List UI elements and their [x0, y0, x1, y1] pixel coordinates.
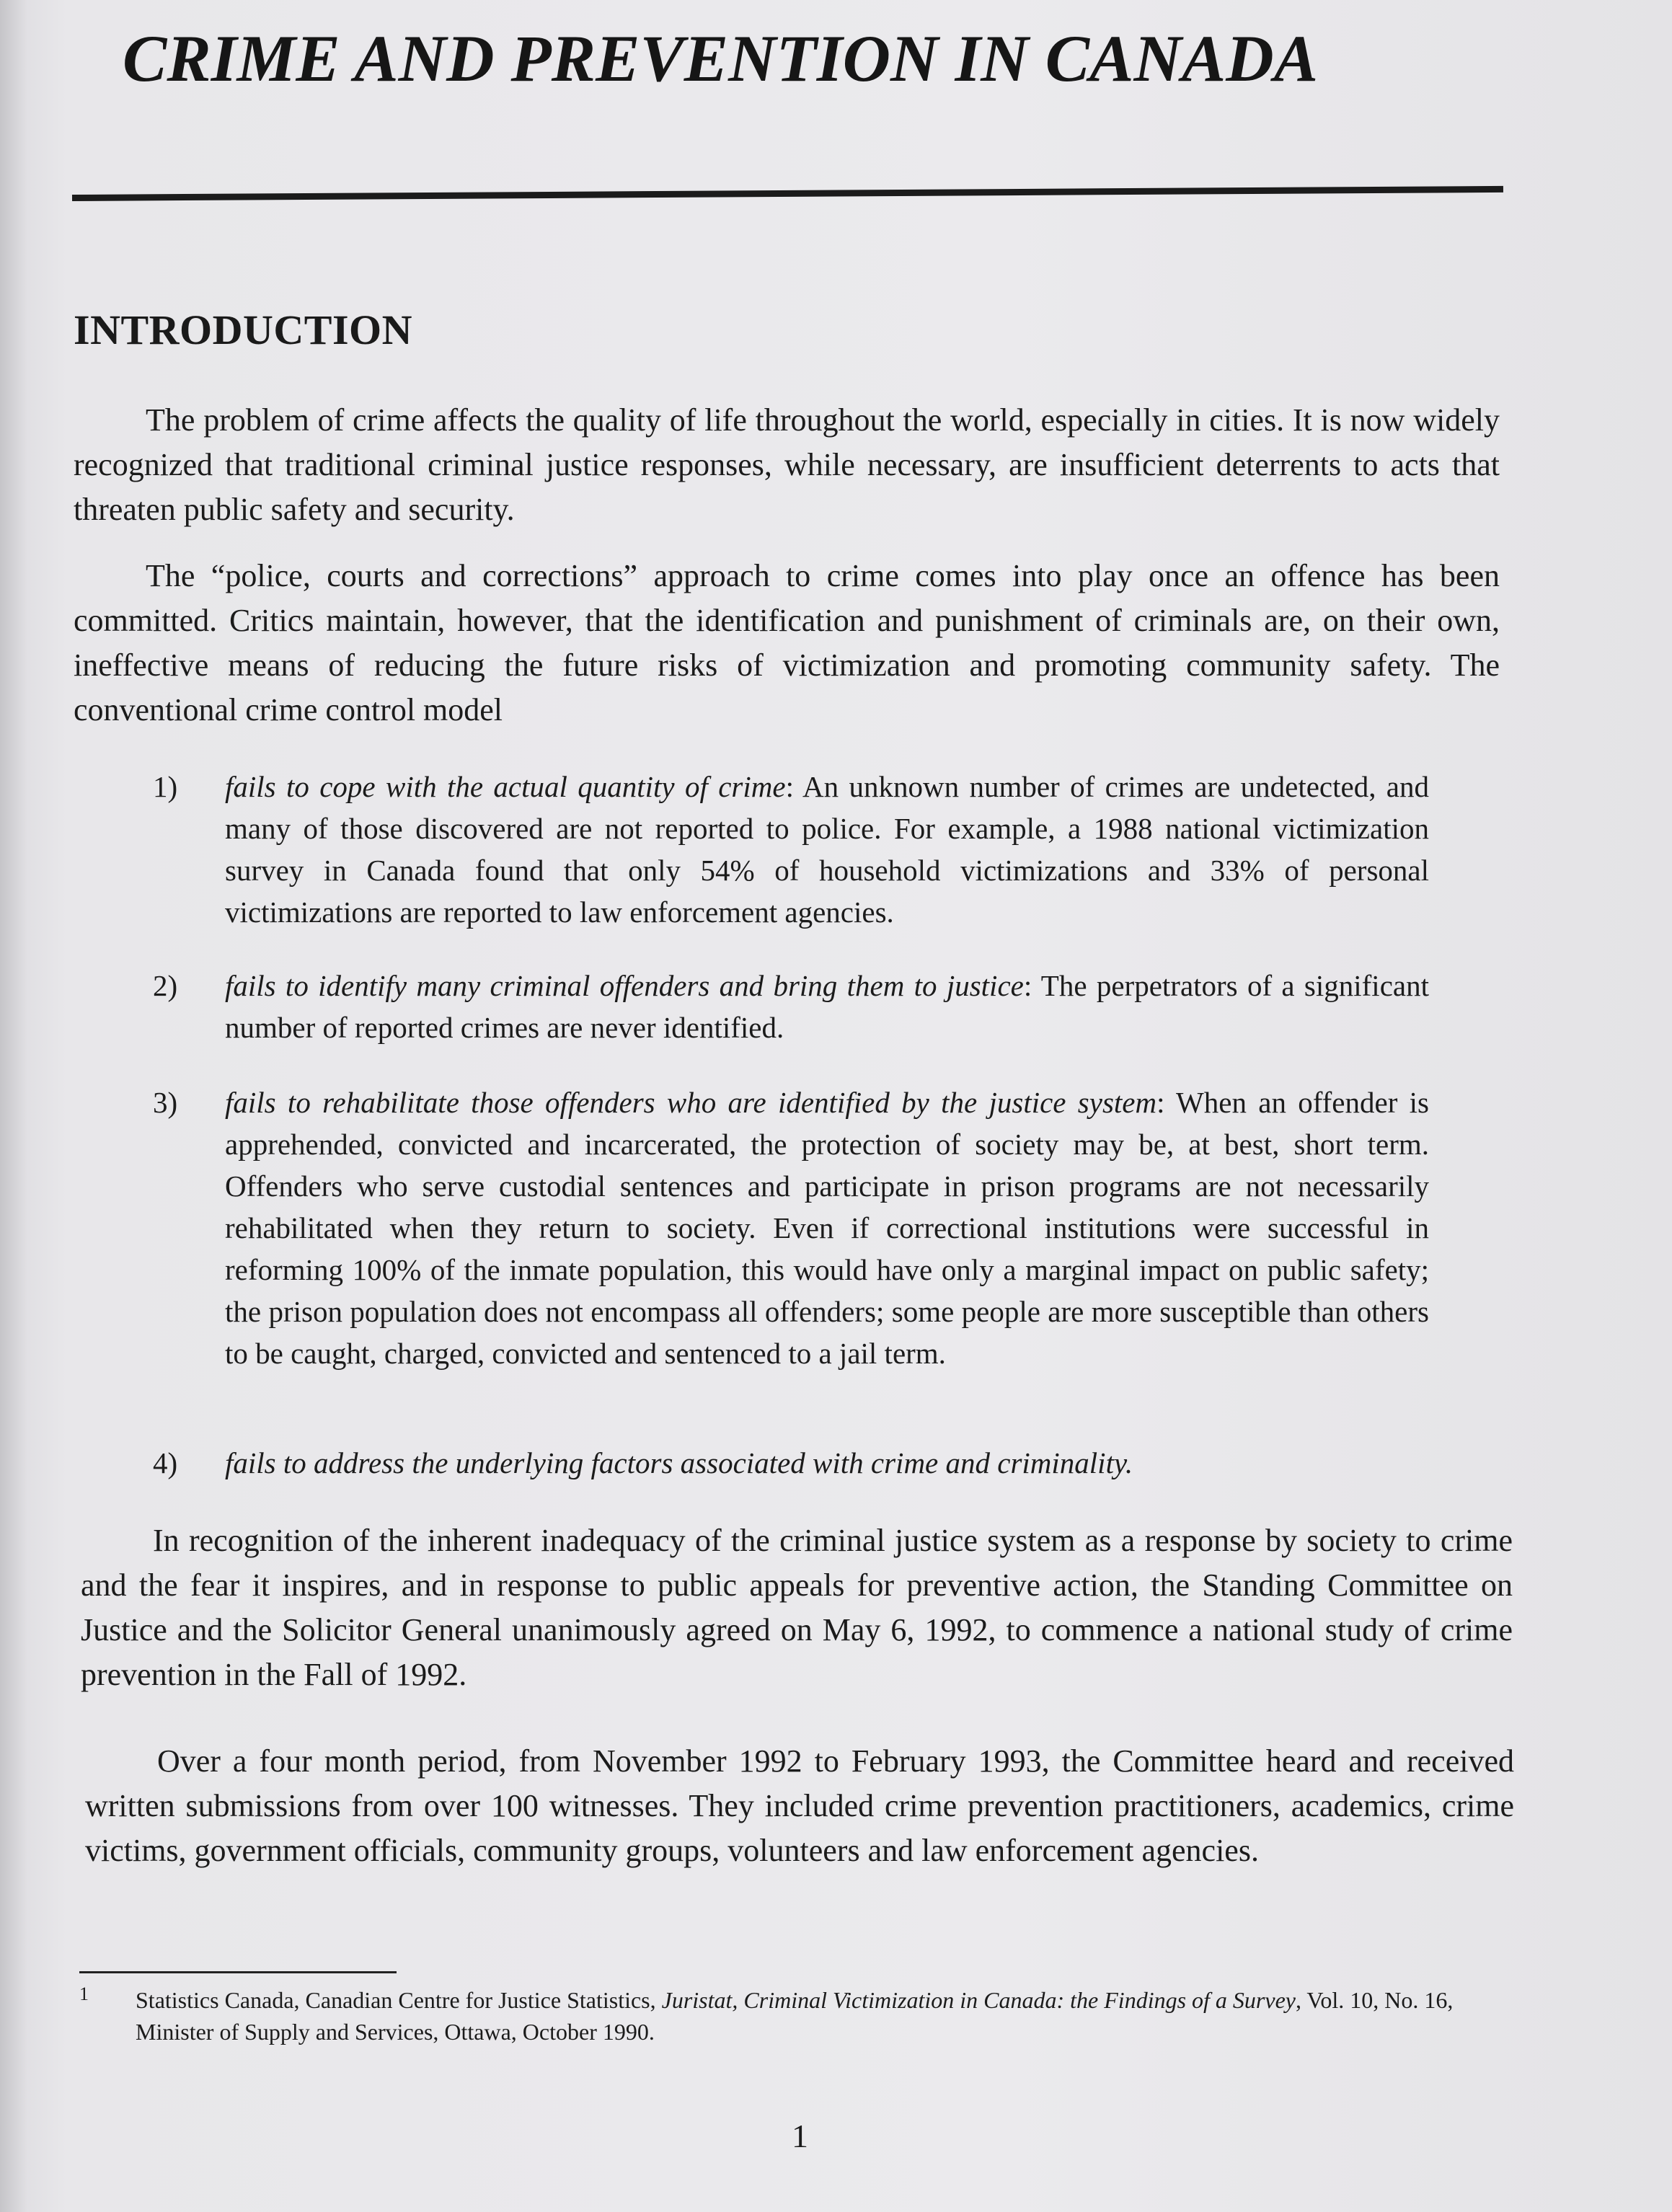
paragraph-3: In recognition of the inherent inadequacy of the criminal justice system as a response by society to crime and the fear it inspires, and in response to public appeals for preventive action, the Standing Committee on Justice and the Solicitor General unanimously agreed on May 6, 1992, to commence a national study of crime prevention in the Fall of 1992. — [81, 1523, 1513, 1692]
paragraph-2: The “police, courts and corrections” approach to crime comes into play once an offence has been committed. Critics maintain, however, that the identification and punishment of criminals are, on their own, ineffective means of reducing the future risks of victimization and promoting community safety. The conventional crime control model — [74, 558, 1500, 727]
list-item-lead: fails to address the underlying factors associated with crime and criminality. — [225, 1446, 1133, 1479]
list-item — [153, 1442, 1429, 1484]
page-edge-shadow — [0, 0, 27, 2212]
list-item-lead: fails to rehabilitate those offenders who are identified by the justice system — [225, 1086, 1157, 1119]
list-item-number: 1) — [153, 770, 178, 803]
footnote-text — [136, 1984, 1492, 2048]
footnote-text-before: Statistics Canada, Canadian Centre for Justice Statistics, — [136, 1987, 662, 2013]
list-item-lead: fails to identify many criminal offenders and bring them to justice — [225, 969, 1024, 1002]
list-item-text: : An unknown number of crimes are undetected, and many of those discovered are not reported to police. For example, a 1988 national victimization survey in Canada found that only 54% of household victimizations and 33% of personal victimizations are reported to law enforcement agencies. — [225, 770, 1429, 929]
title-underline-rule — [72, 186, 1503, 201]
footnote-source-title: Juristat, Criminal Victimization in Canada: the Findings of a Survey — [661, 1987, 1296, 2013]
section-heading: INTRODUCTION — [74, 306, 413, 353]
list-item-text: : The perpetrators of a significant number of reported crimes are never identified. — [225, 969, 1429, 1044]
list-item — [153, 1081, 1429, 1374]
document-title: CRIME AND PREVENTION IN CANADA — [123, 22, 1319, 95]
list-item — [153, 965, 1429, 1048]
list-item-lead: fails to cope with the actual quantity of crime — [225, 770, 786, 803]
paragraph-4: Over a four month period, from November 1992 to February 1993, the Committee heard and received written submissions from over 100 witnesses. They included crime prevention practitioners, academics, crime victims, government officials, community groups, volunteers and law enforcement agencies. — [85, 1743, 1514, 1868]
footnote-text-after: , Vol. 10, No. 16, Minister of Supply and Services, Ottawa, October 1990. — [136, 1987, 1454, 2045]
list-item-number: 3) — [153, 1086, 178, 1119]
list-item-body — [225, 1081, 1429, 1374]
list-item — [153, 766, 1429, 933]
page-number: 1 — [792, 2118, 808, 2154]
list-item-body — [225, 1442, 1429, 1484]
list-item-body — [225, 965, 1429, 1048]
footnote-rule — [79, 1971, 397, 1973]
list-item-body — [225, 766, 1429, 933]
list-item-text: : When an offender is apprehended, convicted and incarcerated, the protection of society may be, at best, short term. Offenders who serve custodial sentences and participate in prison programs are not necessarily rehabilitated when they return to society. Even if correctional institutions were successful in reforming 100% of the inmate population, this would have only a marginal impact on public safety; the prison population does not encompass all offenders; some people are more susceptible than others to be caught, charged, convicted and sentenced to a jail term. — [225, 1086, 1429, 1370]
list-item-number: 4) — [153, 1446, 178, 1479]
list-item-number: 2) — [153, 969, 178, 1002]
paragraph-1: The problem of crime affects the quality of life throughout the world, especially in cities. It is now widely recognized that traditional criminal justice responses, while necessary, are insufficient deterrents to acts that threaten public safety and security. — [74, 402, 1500, 527]
footnote — [79, 1984, 1492, 2048]
footnote-marker: 1 — [79, 1983, 89, 2004]
